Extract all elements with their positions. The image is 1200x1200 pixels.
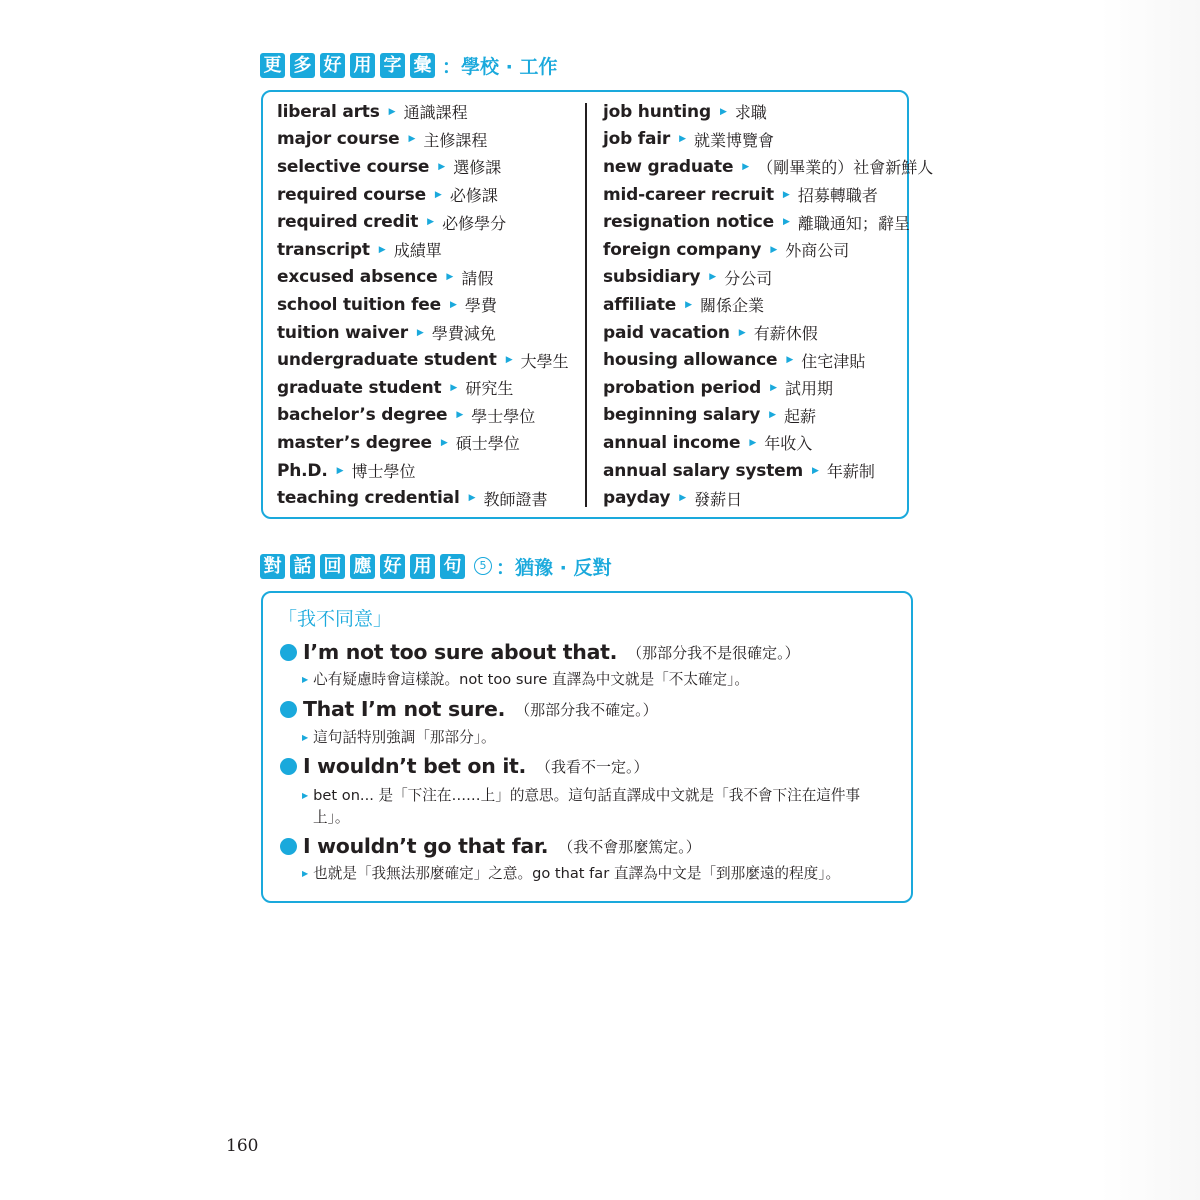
vocab-item [277, 181, 569, 209]
vocab-item [603, 153, 933, 181]
triangle-right-icon: ▶ [719, 106, 727, 117]
triangle-right-icon: ▶ [450, 382, 458, 393]
vocab-chinese: 試用期 [785, 379, 834, 399]
header-chip: 回 [320, 554, 345, 579]
vocab-english: payday [603, 488, 671, 509]
triangle-right-icon: ▶ [438, 161, 446, 172]
vocab-chinese: （剛畢業的）社會新鮮人 [757, 158, 934, 178]
vocab-chinese: 外商公司 [785, 241, 850, 261]
vocab-english: job hunting [603, 101, 711, 122]
vocab-chinese: 住宅津貼 [801, 351, 866, 371]
vocab-english: bachelor’s degree [277, 405, 448, 426]
triangle-right-icon: ▶ [336, 465, 344, 476]
vocab-item [277, 319, 569, 347]
vocab-column-divider [585, 103, 587, 507]
triangle-right-icon: ▶ [302, 791, 309, 800]
vocab-chinese: 招募轉職者 [797, 186, 878, 206]
vocab-item [277, 374, 569, 402]
dialog-section-subtitle: ：猶豫 · 反對 [496, 556, 612, 579]
vocab-english: new graduate [603, 156, 734, 177]
triangle-right-icon: ▶ [416, 327, 424, 338]
vocab-english: graduate student [277, 377, 442, 398]
vocab-english: mid-career recruit [603, 184, 774, 205]
vocab-left-column [277, 98, 569, 512]
vocab-english: tuition waiver [277, 322, 408, 343]
vocab-item [603, 402, 933, 430]
vocab-english: major course [277, 129, 400, 150]
vocab-chinese: 求職 [734, 103, 767, 123]
vocab-right-column [603, 98, 933, 512]
vocab-english: teaching credential [277, 488, 460, 509]
header-chip: 對 [260, 554, 285, 579]
phrase-note-text: 這句話特別強調「那部分」。 [313, 729, 496, 746]
phrase-english: I wouldn’t bet on it. [303, 754, 527, 778]
vocab-section-header [260, 51, 557, 79]
triangle-right-icon: ▶ [378, 244, 386, 255]
triangle-right-icon: ▶ [709, 272, 717, 283]
vocab-chinese: 博士學位 [351, 462, 416, 482]
vocab-item [603, 319, 933, 347]
triangle-right-icon: ▶ [679, 134, 686, 145]
vocab-chinese: 必修課 [449, 186, 498, 206]
triangle-right-icon: ▶ [434, 189, 442, 200]
vocab-chinese: 研究生 [465, 379, 514, 399]
triangle-right-icon: ▶ [749, 437, 757, 448]
header-chip: 字 [380, 53, 405, 78]
vocab-chinese: 發薪日 [694, 489, 743, 509]
vocab-item [277, 264, 569, 292]
vocab-item [603, 181, 933, 209]
triangle-right-icon: ▶ [302, 733, 309, 742]
vocab-item [277, 236, 569, 264]
vocab-chinese: 大學生 [520, 351, 569, 371]
triangle-right-icon: ▶ [302, 675, 309, 684]
triangle-right-icon: ▶ [505, 355, 513, 366]
vocab-chinese: 碩士學位 [455, 434, 520, 454]
phrase-english: I’m not too sure about that. [303, 640, 618, 664]
phrase-translation: （那部分我不確定。） [515, 700, 658, 719]
vocab-english: paid vacation [603, 322, 730, 343]
vocab-section-subtitle: ：學校 · 工作 [442, 55, 558, 78]
vocab-english: resignation notice [603, 212, 774, 233]
triangle-right-icon: ▶ [427, 217, 435, 228]
triangle-right-icon: ▶ [685, 299, 692, 310]
header-chip: 好 [320, 53, 345, 78]
vocab-item [277, 457, 569, 485]
vocab-chinese: 學士學位 [471, 406, 536, 426]
vocab-item [603, 374, 933, 402]
header-chip: 多 [290, 53, 315, 78]
vocab-chinese: 離職通知；辭呈 [797, 213, 910, 233]
triangle-right-icon: ▶ [440, 437, 448, 448]
vocab-chinese: 主修課程 [423, 130, 488, 150]
bullet-dot-icon [280, 644, 297, 661]
phrase-note-text: bet on... 是「下注在……上」的意思。這句話直譯成中文就是「我不會下注在這件事上」。 [313, 787, 861, 826]
phrase-item [280, 640, 800, 664]
vocab-english: annual income [603, 432, 741, 453]
vocab-english: school tuition fee [277, 294, 441, 315]
triangle-right-icon: ▶ [769, 410, 776, 421]
phrase-english: I wouldn’t go that far. [303, 834, 549, 858]
dialog-box-title: 「我不同意」 [278, 608, 393, 630]
vocab-item [603, 346, 933, 374]
phrase-note-text: 心有疑慮時會這樣說。not too sure 直譯為中文就是「不太確定」。 [313, 671, 750, 688]
triangle-right-icon: ▶ [456, 410, 464, 421]
triangle-right-icon: ▶ [783, 217, 790, 228]
vocab-english: annual salary system [603, 460, 803, 481]
vocab-english: Ph.D. [277, 460, 328, 481]
vocab-item [603, 98, 933, 126]
vocab-item [277, 402, 569, 430]
vocab-item [603, 429, 933, 457]
triangle-right-icon: ▶ [770, 244, 778, 255]
triangle-right-icon: ▶ [449, 299, 457, 310]
triangle-right-icon: ▶ [446, 272, 454, 283]
triangle-right-icon: ▶ [742, 161, 750, 172]
vocab-chinese: 請假 [461, 268, 494, 288]
vocab-chinese: 學費 [464, 296, 497, 316]
header-chip: 彙 [410, 53, 435, 78]
vocab-english: transcript [277, 239, 370, 260]
triangle-right-icon: ▶ [679, 493, 687, 504]
vocab-english: job fair [603, 129, 671, 150]
phrase-note [302, 669, 749, 691]
dialog-section-header [260, 552, 611, 580]
triangle-right-icon: ▶ [408, 134, 416, 145]
phrase-note-text: 也就是「我無法那麼確定」之意。go that far 直譯為中文是「到那麼遠的程度」。 [313, 865, 841, 882]
phrase-translation: （那部分我不是很確定。） [627, 643, 800, 662]
page-number: 160 [226, 1136, 259, 1156]
vocab-chinese: 年薪制 [826, 462, 875, 482]
vocab-item [603, 208, 933, 236]
phrase-english: That I’m not sure. [303, 697, 506, 721]
phrase-note [302, 727, 496, 749]
bullet-dot-icon [280, 701, 297, 718]
vocab-english: foreign company [603, 239, 762, 260]
vocab-chinese: 分公司 [724, 268, 773, 288]
vocab-chinese: 關係企業 [700, 296, 765, 316]
triangle-right-icon: ▶ [738, 327, 746, 338]
phrase-note [302, 863, 840, 885]
vocab-item [603, 236, 933, 264]
header-chip: 更 [260, 53, 285, 78]
triangle-right-icon: ▶ [468, 493, 476, 504]
bullet-dot-icon [280, 758, 297, 775]
phrase-note [302, 785, 892, 829]
triangle-right-icon: ▶ [388, 106, 396, 117]
vocab-chinese: 教師證書 [483, 489, 548, 509]
phrase-item [280, 697, 658, 721]
vocab-item [277, 153, 569, 181]
vocab-item [277, 291, 569, 319]
phrase-translation: （我不會那麼篤定。） [558, 837, 701, 856]
section-number-badge: 5 [474, 557, 492, 575]
phrase-item [280, 834, 701, 858]
vocab-chinese: 通識課程 [403, 103, 468, 123]
vocab-chinese: 年收入 [764, 434, 813, 454]
vocab-item [277, 98, 569, 126]
vocab-english: master’s degree [277, 432, 432, 453]
vocab-english: beginning salary [603, 405, 761, 426]
vocab-item [603, 457, 933, 485]
vocab-item [603, 126, 933, 154]
vocab-item [277, 346, 569, 374]
vocab-english: required credit [277, 212, 419, 233]
vocab-english: probation period [603, 377, 762, 398]
triangle-right-icon: ▶ [782, 189, 790, 200]
phrase-translation: （我看不一定。） [536, 757, 649, 776]
vocab-english: liberal arts [277, 101, 380, 122]
vocab-english: housing allowance [603, 350, 778, 371]
vocab-chinese: 成績單 [393, 241, 442, 261]
triangle-right-icon: ▶ [302, 869, 309, 878]
header-chip: 應 [350, 554, 375, 579]
vocab-chinese: 有薪休假 [753, 324, 818, 344]
header-chip: 用 [350, 53, 375, 78]
bullet-dot-icon [280, 838, 297, 855]
vocab-chinese: 學費減免 [431, 324, 496, 344]
vocab-english: affiliate [603, 294, 677, 315]
phrase-item [280, 754, 649, 778]
vocab-chinese: 就業博覽會 [694, 130, 775, 150]
vocab-chinese: 起薪 [784, 406, 817, 426]
vocab-english: selective course [277, 156, 430, 177]
vocab-english: subsidiary [603, 267, 701, 288]
triangle-right-icon: ▶ [770, 382, 778, 393]
vocab-item [277, 429, 569, 457]
header-chip: 用 [410, 554, 435, 579]
vocab-english: required course [277, 184, 426, 205]
vocab-item [603, 484, 933, 512]
header-chip: 好 [380, 554, 405, 579]
vocab-item [603, 264, 933, 292]
vocab-chinese: 必修學分 [442, 213, 507, 233]
header-chip: 句 [440, 554, 465, 579]
triangle-right-icon: ▶ [786, 355, 794, 366]
vocab-item [277, 126, 569, 154]
vocab-item [277, 484, 569, 512]
vocab-item [603, 291, 933, 319]
triangle-right-icon: ▶ [811, 465, 819, 476]
header-chip: 話 [290, 554, 315, 579]
vocab-english: excused absence [277, 267, 438, 288]
vocab-english: undergraduate student [277, 350, 497, 371]
vocab-chinese: 選修課 [453, 158, 502, 178]
vocab-item [277, 208, 569, 236]
